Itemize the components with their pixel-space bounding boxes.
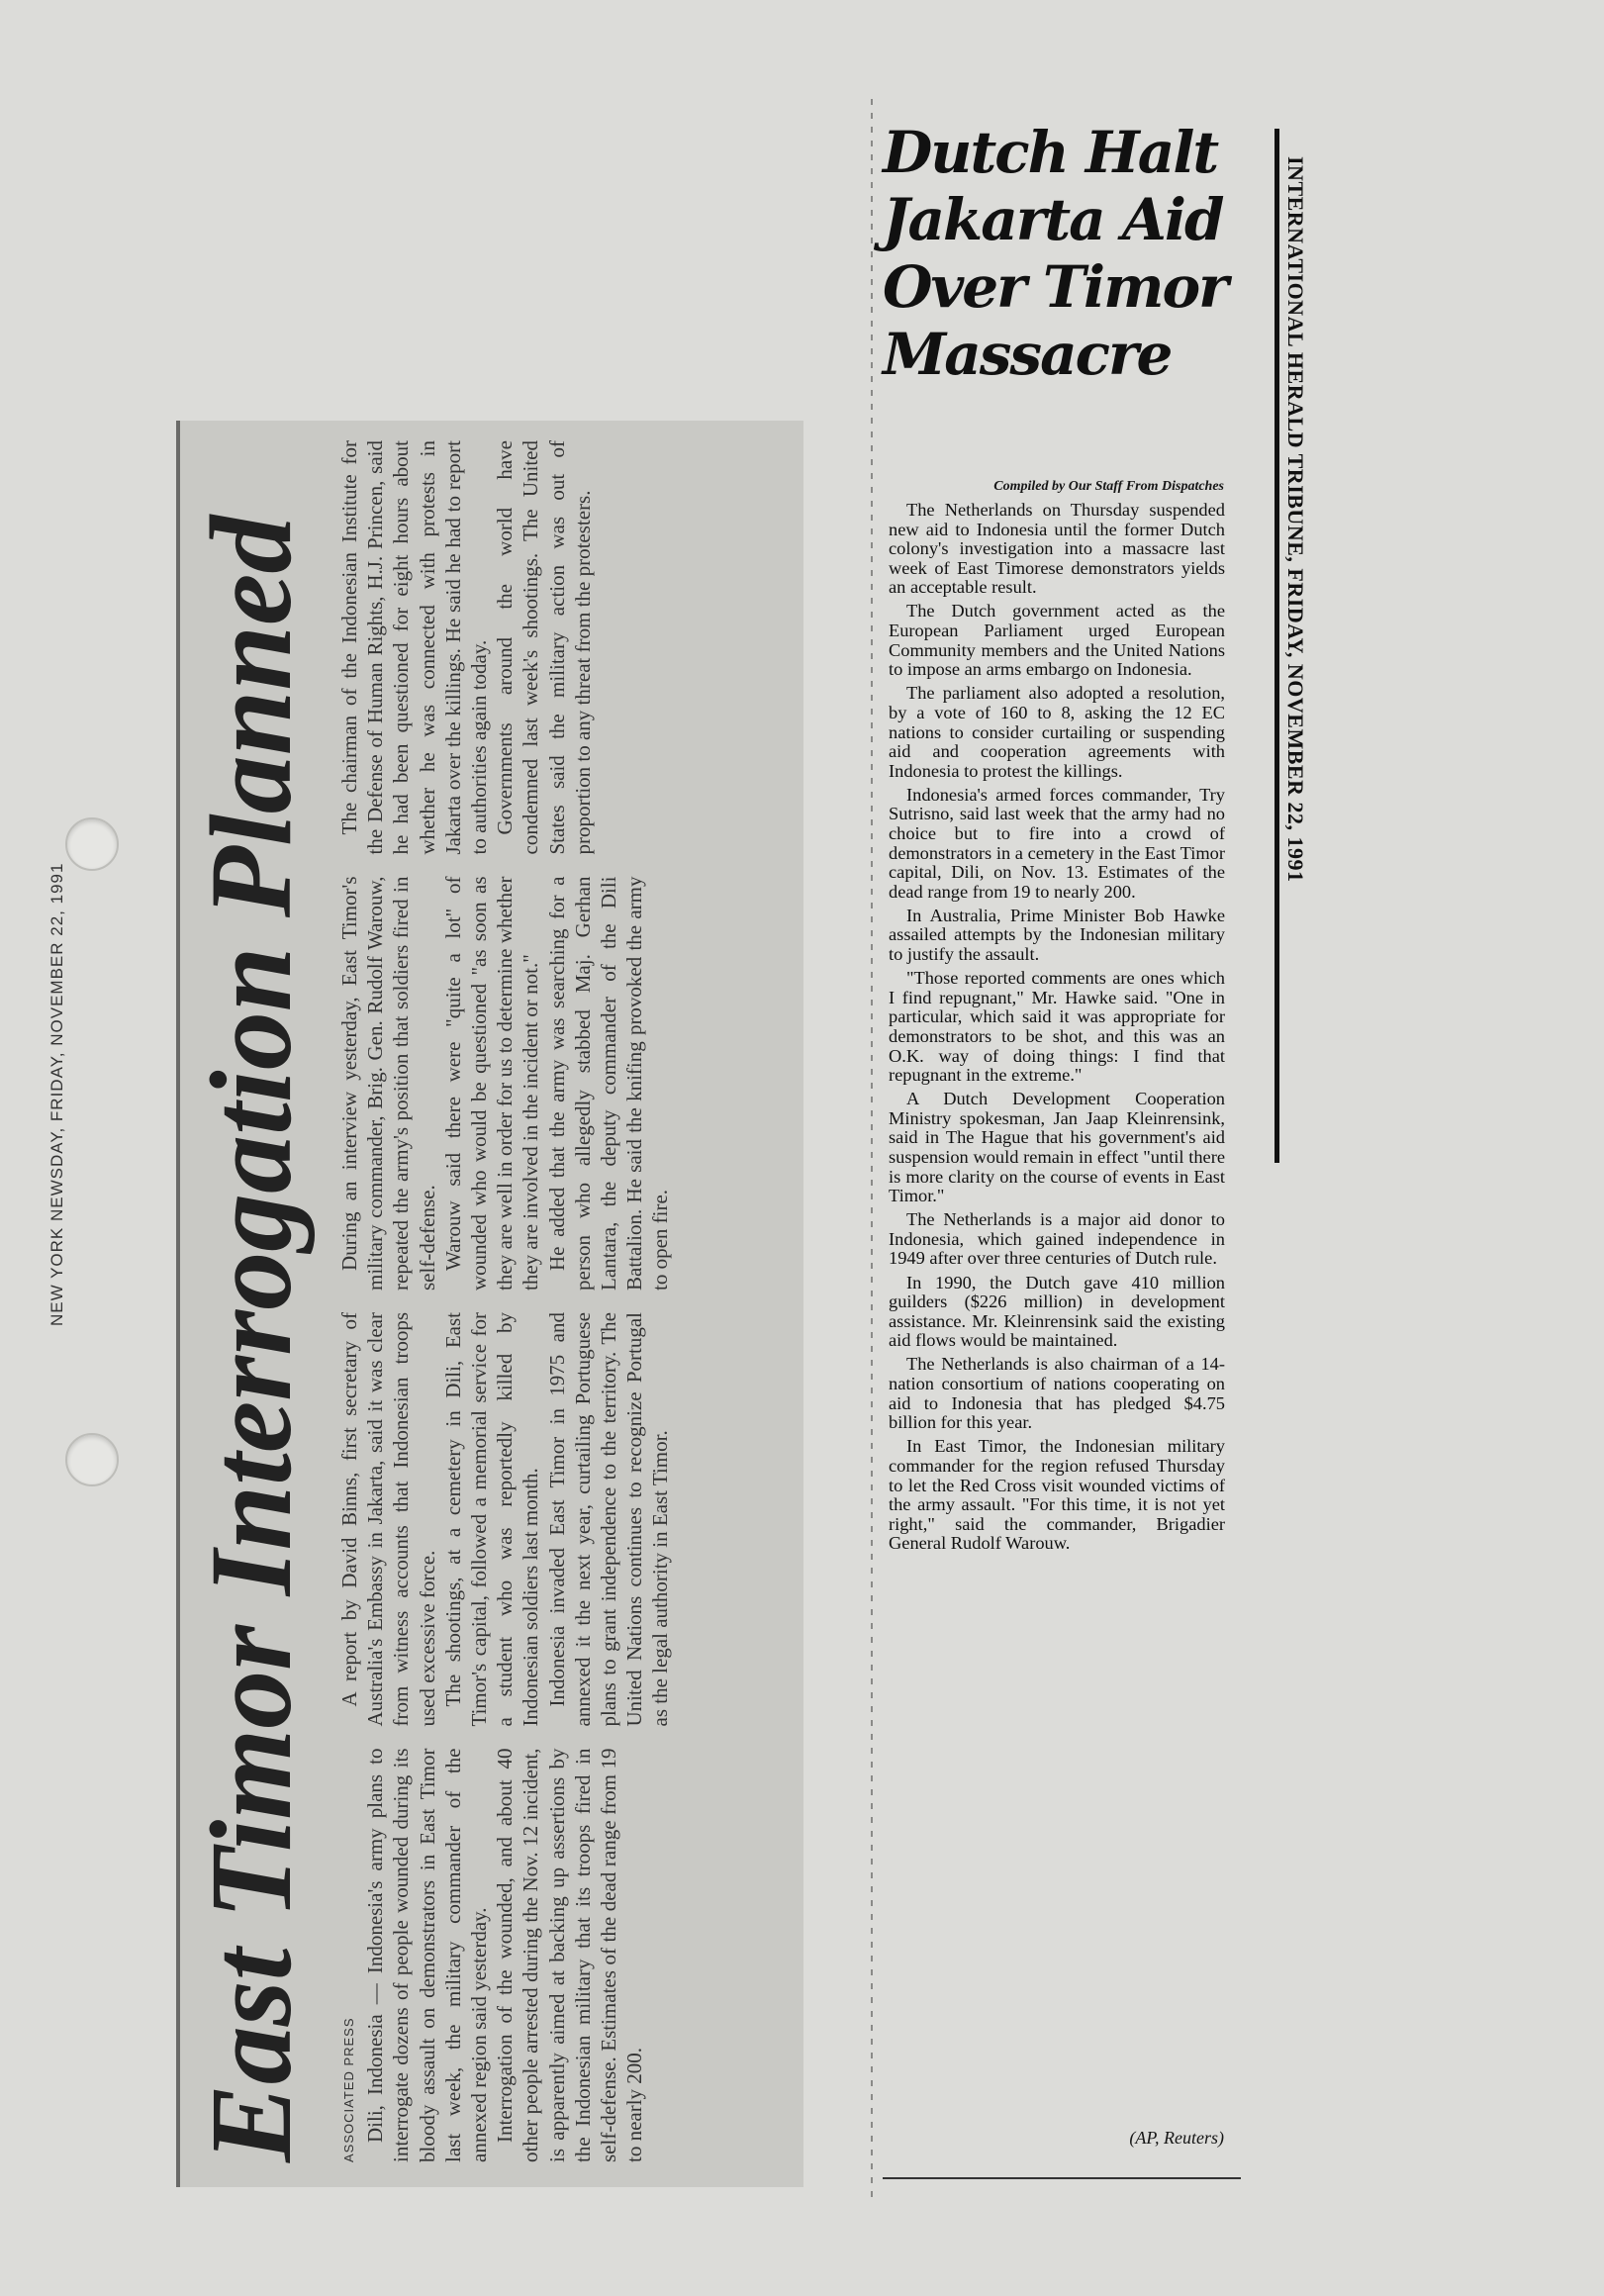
newsday-body [336,440,787,2162]
iht-paragraph: "Those reported comments are ones which I find repugnant," Mr. Hawke said. "One in particular, which said it was appropriate for demonstrators to be shot, and this was an O.K. way of doing things: I find that repugnant in the extreme." [889,968,1225,1086]
iht-paragraph: The Netherlands is a major aid donor to Indonesia, which gained independence in 1949 after over three centuries of Dutch rule. [889,1209,1225,1269]
iht-paragraph: Indonesia's armed forces commander, Try Sutrisno, said last week that the army had no choice but to fire into a crowd of demonstrators in a cemetery in the East Timor capital, Dili, on Nov. 13. Estimates of the dead range from 19 to nearly 200. [889,784,1225,902]
newsday-paragraph: Governments around the world have condemned last week's shootings. The United States said the military action was out of proportion to any threat from the protesters. [493,440,595,855]
iht-headline-line: Over Timor [883,253,1227,321]
iht-masthead-text: INTERNATIONAL HERALD TRIBUNE, FRIDAY, NOVEMBER 22, 1991 [1283,156,1308,883]
iht-paragraph: In Australia, Prime Minister Bob Hawke assailed attempts by the Indonesian military to justify the assault. [889,905,1225,965]
masthead-rule [1274,129,1279,1163]
punch-hole-top [65,817,119,871]
clipping-cut-line [871,99,873,2197]
iht-paragraph: The Netherlands on Thursday suspended new aid to Indonesia until the former Dutch colony's investigation into a massacre last week of East Timorese demonstrators yields an acceptable result. [889,500,1225,598]
newsday-paragraph: Indonesia invaded East Timor in 1975 and annexed it the next year, curtailing Portuguese plans to grant independence to the territory. The United Nations continues to recognize Portugal as the legal authority in East Timor. [544,1312,673,1727]
iht-article-body [889,501,1225,1558]
iht-paragraph: The Dutch government acted as the European Parliament urged European Community members and the United Nations to impose an arms embargo on Indonesia. [889,601,1225,680]
newsday-paragraph: The shootings, at a cemetery in Dili, East Timor's capital, followed a memorial service for a student who was reportedly killed by Indonesian soldiers last month. [440,1312,543,1727]
iht-paragraph: A Dutch Development Cooperation Ministry spokesman, Jan Jaap Kleinrensink, said in The Hague that his government's aid suspension would remain in effect "until there is more clarity on the course of events in East Timor." [889,1089,1225,1206]
newsday-paragraph: Warouw said there were "quite a lot" of wounded who would be questioned "as soon as they are well in order for us to determine whether they are involved in the incident or not." [440,876,543,1291]
newsday-paragraph: During an interview yesterday, East Timor's military commander, Brig. Gen. Rudolf Warouw, repeated the army's position that soldiers fired in self-defense. [337,876,439,1291]
iht-headline [883,119,1239,388]
iht-paragraph: In 1990, the Dutch gave 410 million guilders ($226 million) in development assistance. Mr. Kleinrensink said the existing aid flows would be maintained. [889,1272,1225,1351]
iht-paragraph: The Netherlands is also chairman of a 14-nation consortium of nations cooperating on aid to Indonesia that has pledged $4.75 billion for this year. [889,1354,1225,1433]
iht-headline-line: Dutch Halt [883,119,1218,186]
iht-headline-line: Massacre [883,321,1172,388]
iht-end-rule [883,2177,1241,2179]
newsday-dateline-text: NEW YORK NEWSDAY, FRIDAY, NOVEMBER 22, 1991 [47,862,66,1326]
iht-paragraph: The parliament also adopted a resolution, by a vote of 160 to 8, asking the 12 EC nations to consider curtailing or suspending aid and cooperation agreements with Indonesia to protest the killings. [889,683,1225,781]
newsday-clipping [176,421,800,2187]
newsday-byline: ASSOCIATED PRESS [341,2017,356,2162]
iht-compiled-by: Compiled by Our Staff From Dispatches [993,479,1224,494]
iht-credit: (AP, Reuters) [1129,2128,1224,2148]
newsday-paragraph: Dili, Indonesia — Indonesia's army plans to interrogate dozens of people wounded during its bloody assault on demonstrators in East Timor last week, the military commander of the annexed region said yesterday. [363,1748,492,2162]
newsday-paragraph: A report by David Binns, first secretary of Australia's Embassy in Jakarta, said it was clear from witness accounts that Indonesian troops used excessive force. [337,1312,439,1727]
newsday-paragraph: He added that the army was searching for a person who allegedly stabbed Maj. Gerhan Lantara, the deputy commander of the Dili Battalion. He said the knifing provoked the army to open fire. [544,876,673,1291]
newsday-headline: East Timor Interrogation Planned [186,515,316,2162]
newsday-paragraph: Interrogation of the wounded, and about 40 other people arrested during the Nov. 12 incident, is apparently aimed at backing up assertions by the Indonesian military that its troops fired in self-defense. Estimates of the dead range from 19 to nearly 200. [493,1748,647,2162]
punch-hole-bottom [65,1433,119,1486]
iht-paragraph: In East Timor, the Indonesian military commander for the region refused Thursday to let the Red Cross visit wounded victims of the army assault. "For this time, it is not yet right," said the commander, Brigadier General Rudolf Warouw. [889,1436,1225,1554]
newsday-paragraph: The chairman of the Indonesian Institute for the Defense of Human Rights, H.J. Princen, said he had been questioned for eight hours about whether he was connected with protests in Jakarta over the killings. He said he had to report to authorities again today. [337,440,492,855]
iht-headline-line: Jakarta Aid [883,186,1223,253]
